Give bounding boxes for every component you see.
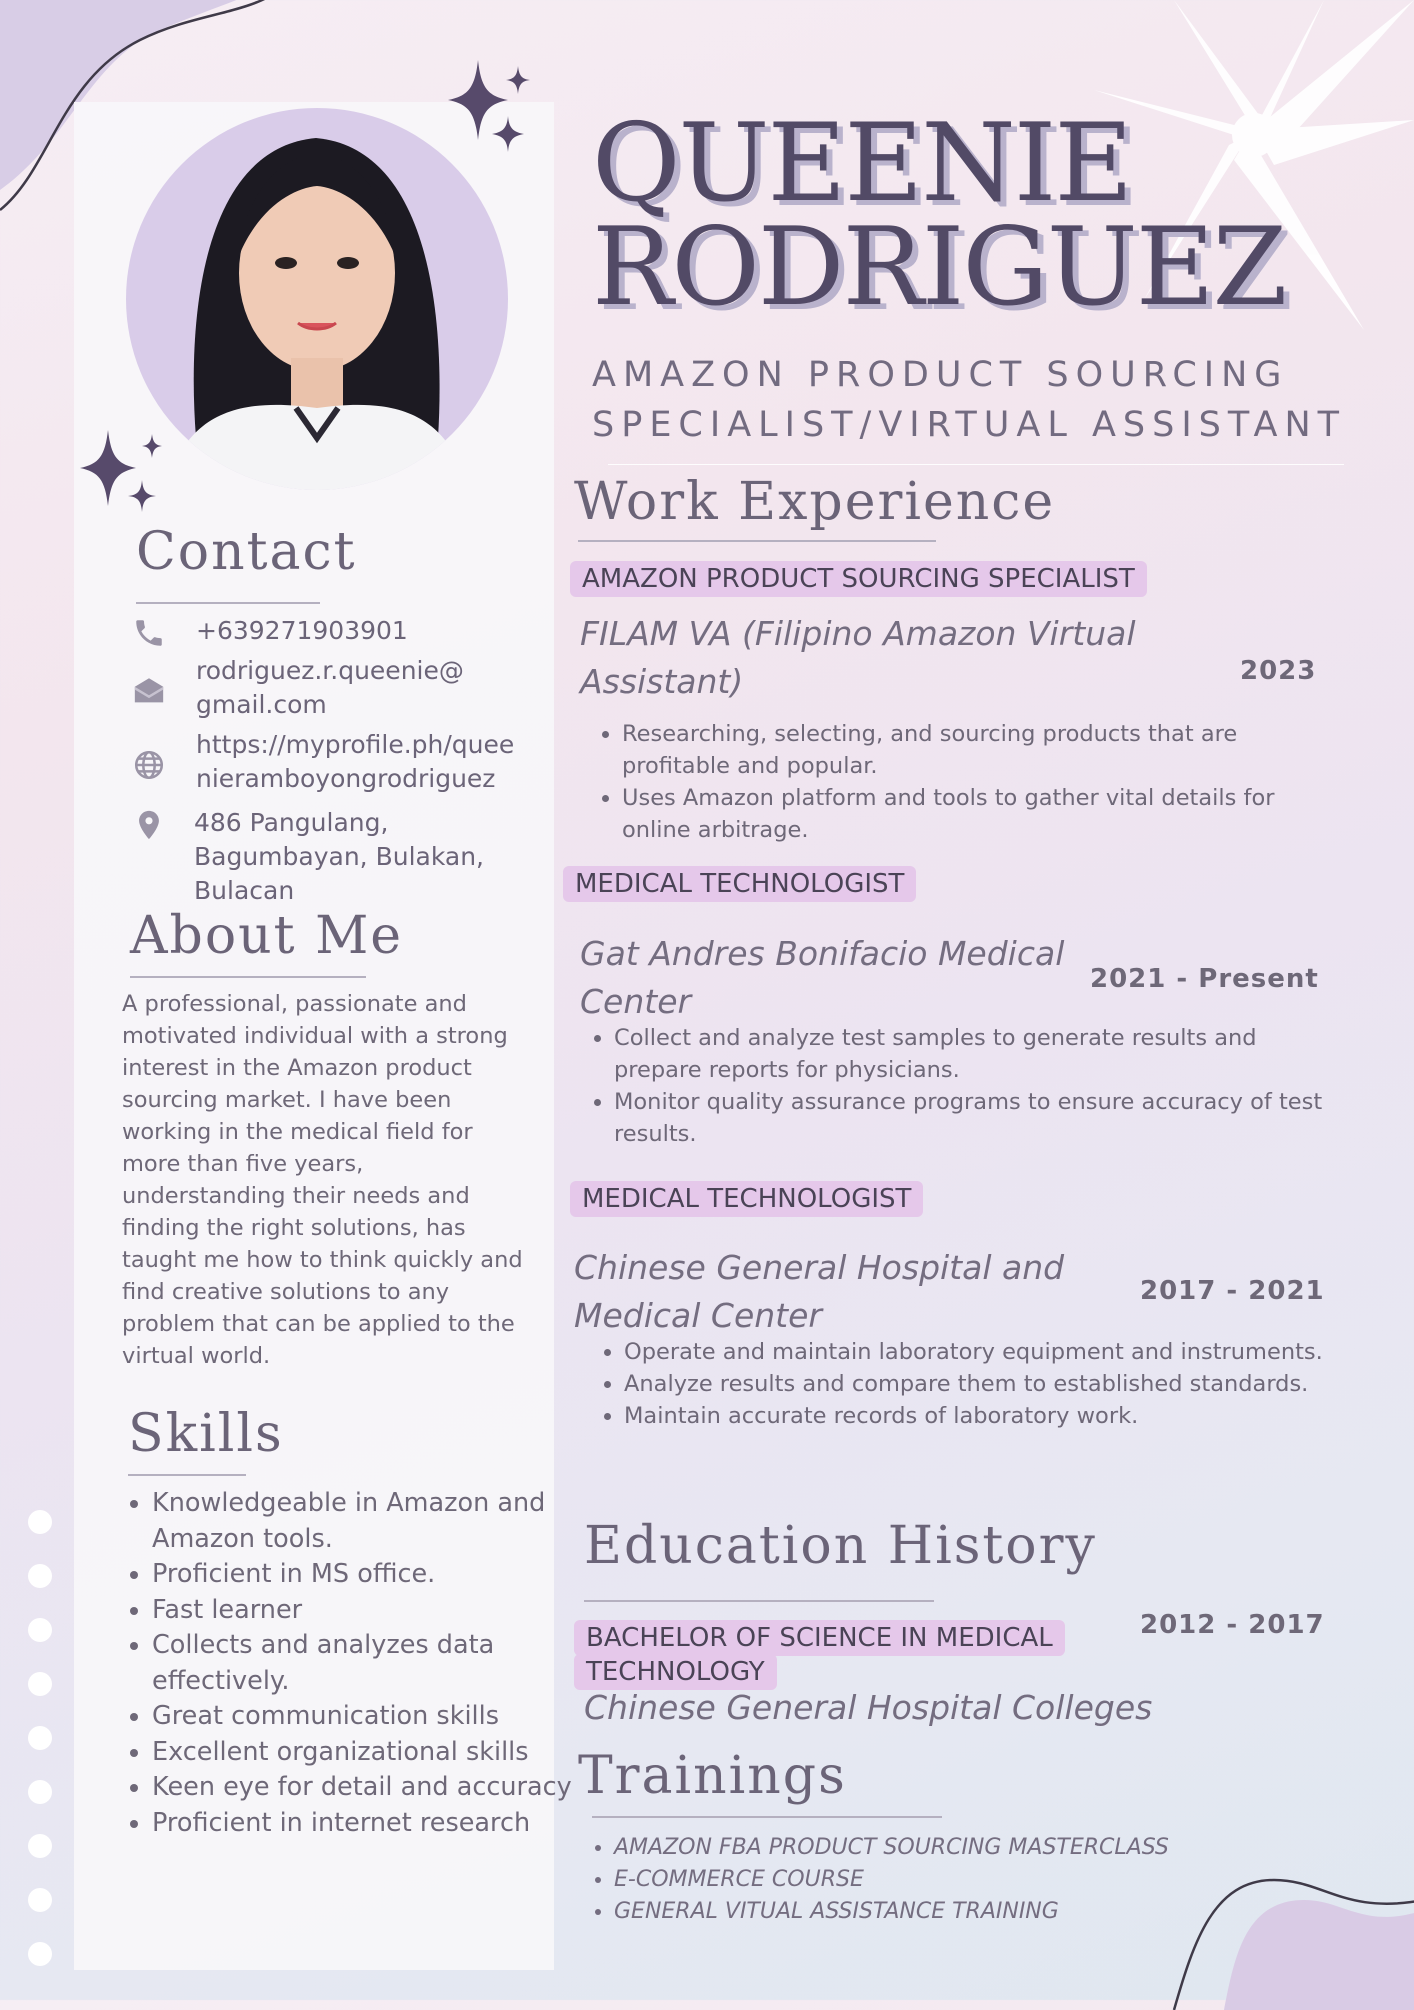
skill-item: • Great communication skills bbox=[152, 1699, 572, 1735]
about-divider bbox=[130, 976, 366, 978]
envelope-icon bbox=[132, 674, 166, 708]
job-role-tag: MEDICAL TECHNOLOGIST bbox=[563, 866, 916, 902]
job-bullets: • Operate and maintain laboratory equipment and instruments. • Analyze results and compare them to established standards. • Maintain accurate records of laboratory work. bbox=[586, 1336, 1324, 1432]
skill-item: • Fast learner bbox=[152, 1593, 572, 1629]
job-date: 2021 - Present bbox=[1090, 964, 1319, 994]
training-item: • E-COMMERCE COURSE bbox=[614, 1864, 1374, 1896]
training-item: • GENERAL VITUAL ASSISTANCE TRAINING bbox=[614, 1896, 1374, 1928]
skill-item: • Excellent organizational skills bbox=[152, 1735, 572, 1771]
profile-photo bbox=[126, 108, 510, 498]
name-line-2: RODRIGUEZ bbox=[592, 205, 1286, 330]
contact-divider bbox=[136, 602, 320, 604]
job-role-tag: AMAZON PRODUCT SOURCING SPECIALIST bbox=[570, 561, 1147, 597]
skill-item: • Collects and analyzes data effectively. bbox=[152, 1628, 572, 1699]
job-role-tag: MEDICAL TECHNOLOGIST bbox=[570, 1181, 923, 1217]
job-bullets: • Collect and analyze test samples to generate results and prepare reports for physicians. • Monitor quality assurance programs to ensure accuracy of test results. bbox=[576, 1022, 1334, 1150]
job-organization: Gat Andres Bonifacio Medical Center bbox=[580, 934, 1065, 1021]
skill-item: • Proficient in internet research bbox=[152, 1806, 572, 1842]
job-organization: FILAM VA (Filipino Amazon Virtual Assistant) bbox=[580, 614, 1136, 701]
contact-email[interactable] bbox=[132, 654, 552, 724]
degree-tag: BACHELOR OF SCIENCE IN MEDICAL TECHNOLOGY bbox=[574, 1620, 1065, 1690]
full-name bbox=[592, 101, 1392, 330]
website-line-2: nieramboyongrodriguez bbox=[196, 764, 496, 793]
contact-website[interactable] bbox=[132, 728, 552, 798]
decorative-dots bbox=[28, 1510, 54, 1996]
globe-icon bbox=[132, 748, 166, 782]
contact-address bbox=[132, 806, 552, 910]
job-date: 2017 - 2021 bbox=[1140, 1276, 1325, 1306]
address-line-2: Bagumbayan, Bulakan, bbox=[194, 842, 484, 871]
education-divider bbox=[584, 1600, 934, 1602]
name-line-1: QUEENIE bbox=[592, 101, 1132, 226]
education-date: 2012 - 2017 bbox=[1140, 1610, 1325, 1640]
email-line-2: gmail.com bbox=[196, 690, 327, 719]
trainings-heading: Trainings bbox=[578, 1746, 847, 1806]
address-line-1: 486 Pangulang, bbox=[194, 808, 389, 837]
contact-heading: Contact bbox=[136, 522, 357, 582]
skills-divider bbox=[128, 1474, 246, 1476]
phone-icon bbox=[132, 616, 166, 650]
title-line-1: AMAZON PRODUCT SOURCING bbox=[592, 355, 1289, 395]
skills-list bbox=[122, 1486, 572, 1841]
skill-item: • Keen eye for detail and accuracy bbox=[152, 1770, 572, 1806]
address-line-3: Bulacan bbox=[194, 876, 295, 905]
job-title bbox=[592, 350, 1412, 450]
contact-phone[interactable] bbox=[132, 614, 552, 650]
job-bullets: • Researching, selecting, and sourcing products that are profitable and popular. • Uses Amazon platform and tools to gather vital details for online arbitrage. bbox=[584, 718, 1312, 846]
skill-item: • Proficient in MS office. bbox=[152, 1557, 572, 1593]
work-divider bbox=[578, 540, 936, 542]
training-item: • AMAZON FBA PRODUCT SOURCING MASTERCLASS bbox=[614, 1832, 1374, 1864]
phone-number: +639271903901 bbox=[196, 616, 408, 645]
job-date: 2023 bbox=[1240, 656, 1317, 686]
about-text: A professional, passionate and motivated individual with a strong interest in the Amazon product sourcing market. I have been working in the medical field for more than five years, understanding their needs and finding the right solutions, has taught me how to think quickly and find creative solutions to any problem that can be applied to the virtual world. bbox=[122, 991, 523, 1369]
skill-item: • Knowledgeable in Amazon and Amazon tools. bbox=[152, 1486, 572, 1557]
trainings-list bbox=[578, 1832, 1374, 1928]
job-organization: Chinese General Hospital and Medical Center bbox=[574, 1248, 1065, 1335]
school-name: Chinese General Hospital Colleges bbox=[584, 1688, 1153, 1727]
work-heading: Work Experience bbox=[574, 472, 1056, 532]
trainings-divider bbox=[592, 1816, 942, 1818]
title-divider bbox=[608, 464, 1344, 465]
education-heading: Education History bbox=[584, 1516, 1097, 1576]
skills-heading: Skills bbox=[128, 1404, 284, 1464]
email-line-1: rodriguez.r.queenie@ bbox=[196, 656, 464, 685]
about-heading: About Me bbox=[130, 906, 404, 966]
title-line-2: SPECIALIST/VIRTUAL ASSISTANT bbox=[592, 405, 1347, 445]
website-line-1: https://myprofile.ph/quee bbox=[196, 730, 515, 759]
map-pin-icon bbox=[132, 808, 166, 842]
avatar bbox=[126, 108, 508, 490]
